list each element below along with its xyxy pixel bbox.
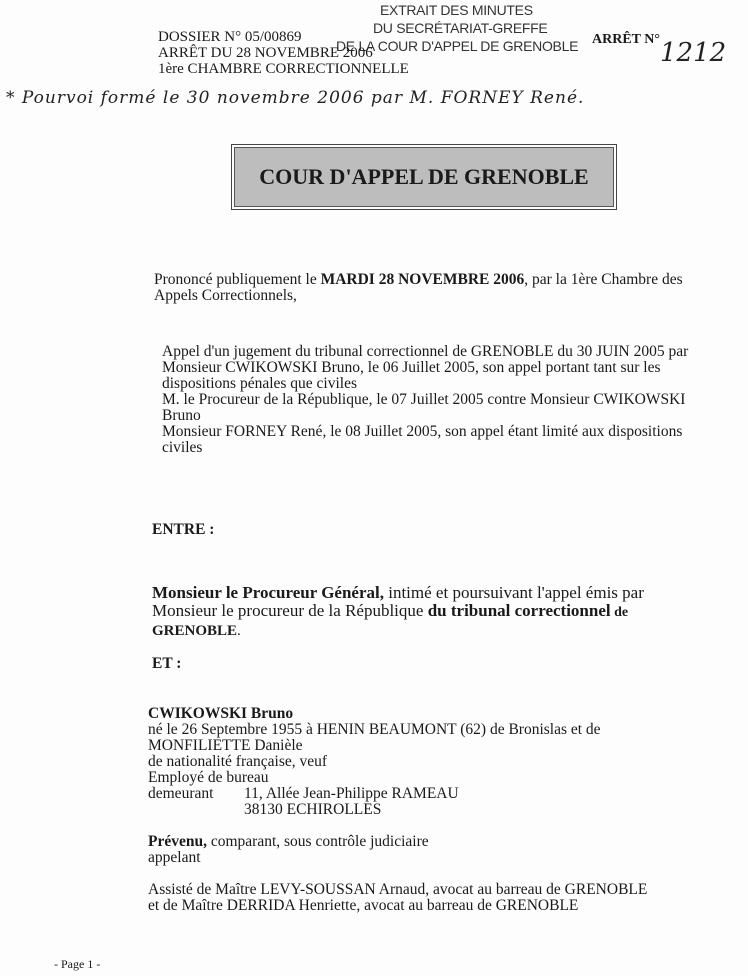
appel-block xyxy=(162,344,688,456)
prononce-text: Prononcé publiquement le xyxy=(154,271,321,288)
procureur-text: intimé et poursuivant l'appel émis par xyxy=(383,583,644,602)
procureur-text: Monsieur le procureur de la République xyxy=(152,601,428,620)
tribunal-de: de xyxy=(610,605,629,620)
tribunal: du tribunal correctionnel xyxy=(427,601,611,620)
tribunal-city: GRENOBLE xyxy=(152,623,238,639)
assiste-block xyxy=(148,882,647,914)
stamp-line-2: DU SECRÉTARIAT-GREFFE xyxy=(373,20,548,36)
appel-line: Monsieur CWIKOWSKI Bruno, le 06 Juillet 2005, son appel portant tant sur les xyxy=(162,359,661,376)
prevenu-line: de nationalité française, veuf xyxy=(148,753,328,770)
address-line-2: 38130 ECHIROLLES xyxy=(244,801,382,818)
procureur-title: Monsieur le Procureur Général, xyxy=(152,583,384,602)
entre-heading: ENTRE : xyxy=(152,521,215,538)
prevenu-line: MONFILIETTE Danièle xyxy=(148,737,303,754)
title-box xyxy=(231,144,617,210)
status-block xyxy=(148,834,429,866)
appel-line: civiles xyxy=(162,439,203,456)
demeurant-label: demeurant xyxy=(148,785,214,802)
prononce-text-end: , par la 1ère Chambre des xyxy=(524,271,683,288)
prevenu-block xyxy=(148,706,601,818)
status-label: Prévenu, xyxy=(148,833,207,850)
appel-line: dispositions pénales que civiles xyxy=(162,375,358,392)
stamp-line-3: DE LA COUR D'APPEL DE GRENOBLE xyxy=(336,38,579,54)
et-heading: ET : xyxy=(152,655,182,672)
appel-line: Bruno xyxy=(162,407,201,424)
dot: . xyxy=(237,623,241,639)
dossier-number: DOSSIER N° 05/00869 xyxy=(158,29,302,45)
arret-date: ARRÊT DU 28 NOVEMBRE 2006 xyxy=(158,45,373,61)
handwritten-note: * Pourvoi formé le 30 novembre 2006 par M. FORNEY René. xyxy=(6,88,585,108)
prononce-line-2: Appels Correctionnels, xyxy=(154,287,297,304)
prononce-date: MARDI 28 NOVEMBRE 2006 xyxy=(320,271,525,288)
chambre: 1ère CHAMBRE CORRECTIONNELLE xyxy=(158,61,409,77)
appel-line: M. le Procureur de la République, le 07 Juillet 2005 contre Monsieur CWIKOWSKI xyxy=(162,391,686,408)
court-title: COUR D'APPEL DE GRENOBLE xyxy=(234,147,614,207)
prevenu-line: né le 26 Septembre 1955 à HENIN BEAUMONT (62) de Bronislas et de xyxy=(148,721,601,738)
page-footer: - Page 1 - xyxy=(54,957,101,971)
stamp-line-1: EXTRAIT DES MINUTES xyxy=(380,2,533,18)
appel-line: Monsieur FORNEY René, le 08 Juillet 2005, son appel étant limité aux dispositions xyxy=(162,423,683,440)
arret-number: 1212 xyxy=(660,38,727,68)
arret-label: ARRÊT N° xyxy=(592,32,660,47)
status-line-2: appelant xyxy=(148,849,201,866)
appel-line: Appel d'un jugement du tribunal correctionnel de GRENOBLE du 30 JUIN 2005 par xyxy=(162,343,689,360)
prevenu-name: CWIKOWSKI Bruno xyxy=(148,705,294,722)
procureur-block xyxy=(152,584,644,640)
prevenu-line: Employé de bureau xyxy=(148,769,269,786)
lawyer-line: Assisté de Maître LEVY-SOUSSAN Arnaud, avocat au barreau de GRENOBLE xyxy=(148,881,648,898)
address-line-1: 11, Allée Jean-Philippe RAMEAU xyxy=(244,785,459,802)
lawyer-line: et de Maître DERRIDA Henriette, avocat au barreau de GRENOBLE xyxy=(148,897,579,914)
status-text: comparant, sous contrôle judiciaire xyxy=(206,833,429,850)
